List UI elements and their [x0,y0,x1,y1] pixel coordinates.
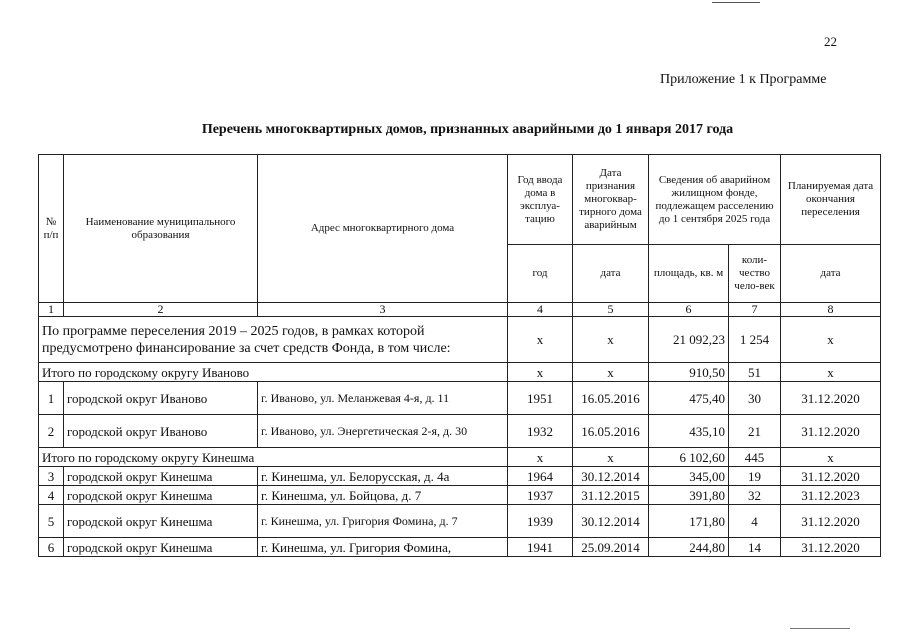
row-number: 6 [39,538,64,557]
program-total-year: х [508,317,573,363]
group-total-date: х [573,448,649,467]
subheader-people: коли-чество чело-век [729,245,781,303]
row-address: г. Кинешма, ул. Григория Фомина, [258,538,508,557]
row-date: 30.12.2014 [573,467,649,486]
row-date: 25.09.2014 [573,538,649,557]
row-address: г. Кинешма, ул. Бойцова, д. 7 [258,486,508,505]
group-total-row [39,363,881,382]
group-total-area: 6 102,60 [649,448,729,467]
group-total-label: Итого по городскому округу Кинешма [39,448,508,467]
table-row [39,505,881,538]
table-row [39,538,881,557]
row-people: 19 [729,467,781,486]
header-housing-info: Сведения об аварийном жилищном фонде, подлежащем расселению до 1 сентября 2025 года [649,155,781,245]
group-total-year: х [508,448,573,467]
page-number: 22 [824,34,837,49]
row-date: 16.05.2016 [573,415,649,448]
row-planned: 31.12.2020 [781,505,881,538]
header-municipality: Наименование муниципального образования [64,155,258,303]
row-planned: 31.12.2023 [781,486,881,505]
program-total-area: 21 092,23 [649,317,729,363]
document-title: Перечень многоквартирных домов, признанных аварийными до 1 января 2017 года [201,122,734,137]
subheader-area: площадь, кв. м [649,245,729,303]
column-number: 5 [573,303,649,317]
row-planned: 31.12.2020 [781,382,881,415]
column-number: 4 [508,303,573,317]
group-total-people: 51 [729,363,781,382]
row-year: 1932 [508,415,573,448]
appendix-label: Приложение 1 к Программе [660,72,827,87]
row-address: г. Иваново, ул. Меланжевая 4-я, д. 11 [258,382,508,415]
row-planned: 31.12.2020 [781,538,881,557]
group-total-row [39,448,881,467]
row-number: 1 [39,382,64,415]
row-year: 1937 [508,486,573,505]
header-address: Адрес многоквартирного дома [258,155,508,303]
row-municipality: городской округ Иваново [64,382,258,415]
row-year: 1951 [508,382,573,415]
row-area: 435,10 [649,415,729,448]
row-area: 475,40 [649,382,729,415]
row-date: 30.12.2014 [573,505,649,538]
header-num: № п/п [39,155,64,303]
program-total-people: 1 254 [729,317,781,363]
row-year: 1941 [508,538,573,557]
column-number: 8 [781,303,881,317]
row-address: г. Иваново, ул. Энергетическая 2-я, д. 30 [258,415,508,448]
table-row [39,382,881,415]
row-people: 30 [729,382,781,415]
subheader-date: дата [573,245,649,303]
group-total-year: х [508,363,573,382]
row-area: 171,80 [649,505,729,538]
scan-top-line [712,2,760,3]
row-people: 32 [729,486,781,505]
group-total-area: 910,50 [649,363,729,382]
program-total-label: По программе переселения 2019 – 2025 годов, в рамках которой предусмотрено финансирование за счет средств Фонда, в том числе: [39,317,508,363]
row-planned: 31.12.2020 [781,415,881,448]
column-number: 6 [649,303,729,317]
row-municipality: городской округ Кинешма [64,486,258,505]
row-year: 1939 [508,505,573,538]
row-number: 2 [39,415,64,448]
column-number: 1 [39,303,64,317]
row-people: 14 [729,538,781,557]
row-area: 244,80 [649,538,729,557]
row-planned: 31.12.2020 [781,467,881,486]
row-people: 4 [729,505,781,538]
header-date-recognized: Дата признания многоквар-тирного дома аварийным [573,155,649,245]
row-address: г. Кинешма, ул. Белорусская, д. 4а [258,467,508,486]
column-number: 3 [258,303,508,317]
column-number-row [39,303,881,317]
row-address: г. Кинешма, ул. Григория Фомина, д. 7 [258,505,508,538]
row-number: 3 [39,467,64,486]
housing-table [38,154,881,557]
row-year: 1964 [508,467,573,486]
program-total-row [39,317,881,363]
group-total-planned: х [781,448,881,467]
group-total-label: Итого по городскому округу Иваново [39,363,508,382]
row-number: 4 [39,486,64,505]
row-municipality: городской округ Кинешма [64,505,258,538]
table-row [39,467,881,486]
program-total-planned: х [781,317,881,363]
table-row [39,415,881,448]
program-total-date: х [573,317,649,363]
scan-bottom-line [790,628,850,629]
row-date: 16.05.2016 [573,382,649,415]
header-row [39,155,881,245]
column-number: 7 [729,303,781,317]
row-municipality: городской округ Кинешма [64,467,258,486]
subheader-year: год [508,245,573,303]
row-number: 5 [39,505,64,538]
row-area: 345,00 [649,467,729,486]
group-total-planned: х [781,363,881,382]
row-municipality: городской округ Кинешма [64,538,258,557]
group-total-people: 445 [729,448,781,467]
table-row [39,486,881,505]
row-area: 391,80 [649,486,729,505]
row-people: 21 [729,415,781,448]
column-number: 2 [64,303,258,317]
header-year-built: Год ввода дома в эксплуа-тацию [508,155,573,245]
row-date: 31.12.2015 [573,486,649,505]
group-total-date: х [573,363,649,382]
subheader-planned: дата [781,245,881,303]
row-municipality: городской округ Иваново [64,415,258,448]
header-planned-date: Планируемая дата окончания переселения [781,155,881,245]
